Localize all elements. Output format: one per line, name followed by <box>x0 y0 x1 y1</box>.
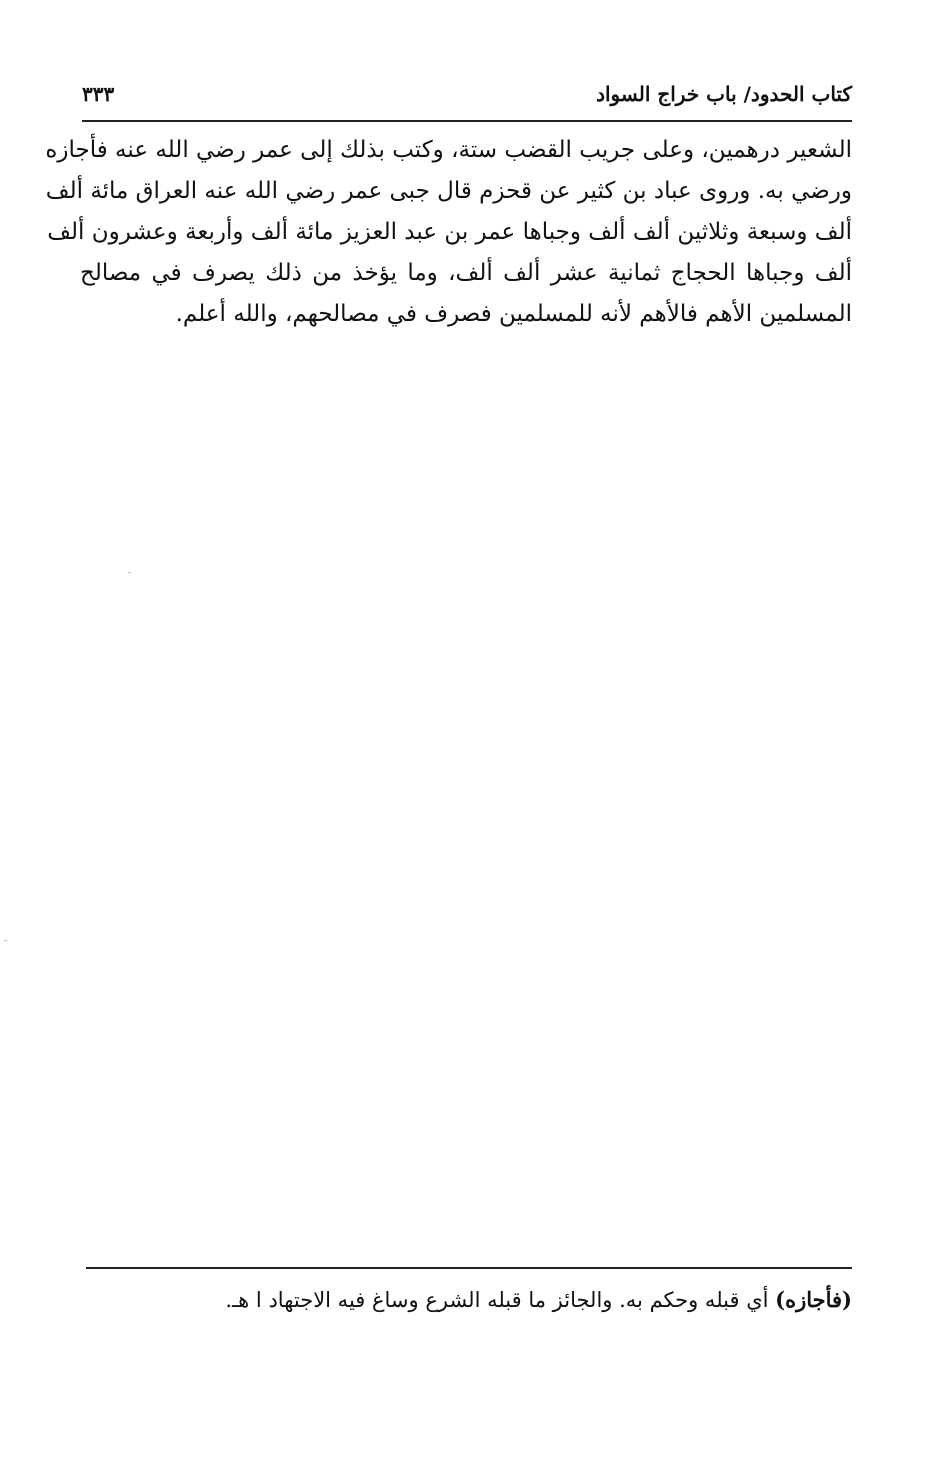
page-number: ٣٣٣ <box>82 82 115 106</box>
text-line-3: ألف وسبعة وثلاثين ألف ألف وجباها عمر بن عبد العزيز مائة ألف وأربعة وعشرون ألف <box>47 219 852 245</box>
text-line-1: الشعير درهمين، وعلى جريب القضب ستة، وكتب بذلك إلى عمر رضي الله عنه فأجازه <box>45 137 852 163</box>
text-line-2: ورضي به. وروى عباد بن كثير عن قحزم قال جبى عمر رضي الله عنه العراق مائة ألف <box>45 178 852 204</box>
header-title: كتاب الحدود/ باب خراج السواد <box>596 82 852 106</box>
footnote-rule <box>86 1267 852 1269</box>
scan-speck <box>4 940 7 941</box>
running-header <box>82 82 852 116</box>
footnote-term: (فأجازه) <box>775 1287 852 1312</box>
footnote <box>86 1283 852 1317</box>
text-line-4: ألف وجباها الحجاج ثمانية عشر ألف ألف، وما يؤخذ من ذلك يصرف في مصالح <box>80 260 852 286</box>
scan-speck <box>128 572 131 573</box>
footnote-text: أي قبله وحكم به. والجائز ما قبله الشرع وساغ فيه الاجتهاد ا هـ. <box>225 1288 776 1312</box>
text-line-5: المسلمين الأهم فالأهم لأنه للمسلمين فصرف في مصالحهم، والله أعلم. <box>175 301 852 327</box>
header-rule <box>82 120 852 122</box>
main-text <box>45 130 852 335</box>
